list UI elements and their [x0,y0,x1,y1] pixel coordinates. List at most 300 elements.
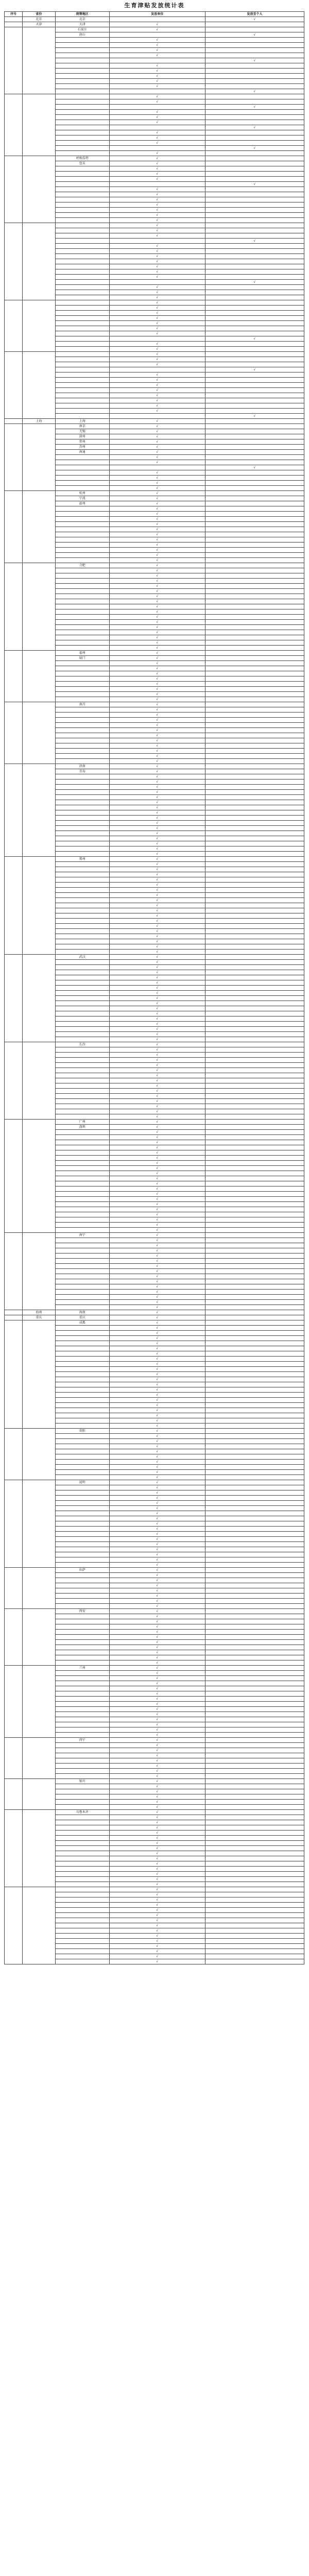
cell-to-employer: √ [109,1547,205,1552]
cell-city [55,1527,109,1532]
cell-to-individual [205,1918,304,1923]
cell-city [55,455,109,460]
cell-province [22,1887,55,1964]
cell-seq [5,94,23,156]
cell-city [55,79,109,84]
cell-to-individual [205,1063,304,1068]
cell-city [55,1475,109,1480]
cell-to-employer: √ [109,342,205,347]
cell-city [55,1949,109,1954]
cell-city [55,1259,109,1264]
cell-province [22,424,55,491]
cell-province [22,352,55,419]
cell-to-employer: √ [109,331,205,336]
cell-to-employer: √ [109,202,205,208]
cell-to-employer: √ [109,718,205,723]
cell-to-individual [205,1568,304,1573]
cell-to-individual [205,1635,304,1640]
cell-to-individual [205,202,304,208]
cell-to-individual [205,656,304,661]
cell-city [55,1717,109,1722]
cell-to-individual [205,965,304,970]
cell-to-individual [205,1470,304,1475]
cell-city [55,105,109,110]
cell-province [22,94,55,156]
cell-city: 天津 [55,22,109,27]
cell-to-individual [205,1233,304,1238]
cell-to-individual [205,1290,304,1295]
header-to-employer: 发放单位 [109,12,205,17]
cell-to-employer: √ [109,1434,205,1439]
cell-seq [5,223,23,300]
cell-city [55,202,109,208]
cell-city [55,1362,109,1367]
cell-city [55,1156,109,1161]
cell-city [55,223,109,228]
cell-city: 成都 [55,1320,109,1326]
cell-city [55,1928,109,1934]
cell-to-individual [205,1563,304,1568]
cell-to-individual [205,1521,304,1527]
cell-to-individual [205,1109,304,1114]
cell-city [55,48,109,53]
cell-to-individual [205,1604,304,1609]
cell-to-individual [205,584,304,589]
cell-city [55,1939,109,1944]
cell-to-individual [205,455,304,460]
cell-to-employer: √ [109,1253,205,1259]
cell-to-individual [205,300,304,306]
table-row [5,491,304,496]
cell-city [55,254,109,259]
cell-seq [5,22,23,27]
cell-to-individual [205,821,304,826]
cell-city [55,1846,109,1851]
cell-city [55,692,109,697]
cell-to-individual [205,1228,304,1233]
cell-to-employer: √ [109,1748,205,1753]
cell-to-individual [205,1861,304,1867]
cell-to-employer: √ [109,1058,205,1063]
cell-city [55,1588,109,1594]
cell-to-employer: √ [109,1104,205,1109]
cell-to-employer: √ [109,1202,205,1207]
cell-city: 常州 [55,439,109,445]
cell-to-individual [205,1655,304,1660]
cell-city [55,898,109,903]
cell-city: 深圳 [55,1125,109,1130]
cell-to-employer: √ [109,1429,205,1434]
cell-city [55,996,109,1001]
cell-to-individual [205,1150,304,1156]
table-row [5,1315,304,1320]
cell-to-individual [205,1851,304,1856]
cell-seq [5,651,23,702]
cell-to-employer: √ [109,764,205,769]
cell-to-employer: √ [109,439,205,445]
cell-city [55,517,109,522]
cell-city [55,192,109,197]
cell-to-employer: √ [109,1851,205,1856]
cell-to-individual: √ [205,58,304,63]
cell-city [55,1279,109,1284]
cell-to-individual [205,1702,304,1707]
cell-to-individual [205,1516,304,1521]
cell-to-individual [205,1717,304,1722]
cell-city [55,1887,109,1892]
cell-city [55,269,109,275]
cell-to-employer: √ [109,1480,205,1485]
cell-to-employer: √ [109,697,205,702]
cell-to-individual [205,1846,304,1851]
cell-to-employer: √ [109,1083,205,1089]
cell-city [55,1800,109,1805]
cell-city: 广州 [55,1120,109,1125]
cell-to-employer: √ [109,372,205,378]
cell-city [55,213,109,218]
cell-city [55,264,109,269]
cell-to-employer: √ [109,671,205,676]
cell-to-employer: √ [109,1686,205,1691]
table-header-row [5,12,304,17]
cell-city [55,1578,109,1583]
cell-city [55,1001,109,1006]
cell-to-employer: √ [109,1001,205,1006]
cell-to-employer: √ [109,630,205,635]
cell-to-employer: √ [109,1362,205,1367]
cell-city [55,1341,109,1346]
cell-city [55,1140,109,1145]
cell-to-employer: √ [109,1022,205,1027]
cell-to-employer: √ [109,1367,205,1372]
cell-to-employer: √ [109,821,205,826]
cell-city [55,558,109,563]
cell-to-individual [205,48,304,53]
cell-to-individual [205,1630,304,1635]
cell-city [55,635,109,640]
cell-to-employer: √ [109,1465,205,1470]
cell-to-employer: √ [109,1537,205,1542]
cell-to-employer: √ [109,1609,205,1614]
cell-seq [5,1120,23,1233]
cell-to-employer: √ [109,1439,205,1444]
cell-to-employer: √ [109,115,205,120]
cell-to-individual [205,599,304,604]
cell-seq [5,300,23,352]
cell-city [55,707,109,713]
cell-to-individual [205,548,304,553]
cell-to-individual [205,388,304,393]
cell-to-employer: √ [109,84,205,89]
cell-to-employer: √ [109,43,205,48]
cell-to-individual [205,120,304,125]
cell-to-employer: √ [109,476,205,481]
cell-seq [5,17,23,22]
cell-to-individual [205,1197,304,1202]
table-row [5,223,304,228]
cell-to-individual [205,1382,304,1387]
cell-to-employer: √ [109,352,205,357]
cell-to-employer: √ [109,491,205,496]
cell-city [55,244,109,249]
cell-to-employer: √ [109,1882,205,1887]
table-row [5,1480,304,1485]
cell-to-employer: √ [109,141,205,146]
cell-to-employer: √ [109,537,205,543]
cell-city [55,1238,109,1243]
cell-to-individual [205,1145,304,1150]
cell-city [55,38,109,43]
cell-city: 郑州 [55,857,109,862]
cell-to-individual [205,1892,304,1897]
cell-city [55,115,109,120]
cell-to-individual [205,295,304,300]
cell-to-employer: √ [109,1387,205,1393]
cell-city [55,1372,109,1377]
table-row [5,1810,304,1815]
cell-city [55,1583,109,1588]
cell-city [55,130,109,135]
cell-to-individual [205,800,304,805]
cell-to-individual [205,532,304,537]
cell-city [55,357,109,362]
cell-city [55,1599,109,1604]
cell-to-employer: √ [109,1655,205,1660]
cell-to-individual [205,1099,304,1104]
cell-to-individual [205,223,304,228]
cell-to-employer: √ [109,1557,205,1563]
cell-to-employer: √ [109,434,205,439]
cell-to-individual [205,676,304,682]
cell-to-employer: √ [109,543,205,548]
cell-to-employer: √ [109,1934,205,1939]
cell-to-individual [205,1089,304,1094]
cell-to-individual [205,172,304,177]
cell-to-employer [109,89,205,94]
cell-to-employer: √ [109,357,205,362]
cell-to-employer: √ [109,378,205,383]
cell-to-employer: √ [109,398,205,403]
cell-to-employer: √ [109,1671,205,1676]
cell-city [55,743,109,749]
cell-city [55,934,109,939]
cell-to-employer: √ [109,383,205,388]
cell-to-individual [205,1460,304,1465]
cell-city [55,125,109,130]
cell-city [55,543,109,548]
cell-to-employer: √ [109,1532,205,1537]
cell-to-employer [109,125,205,130]
table-row [5,17,304,22]
cell-to-individual [205,543,304,548]
cell-to-individual [205,754,304,759]
cell-to-individual [205,1949,304,1954]
cell-to-employer: √ [109,1903,205,1908]
cell-province [22,1120,55,1233]
cell-city [55,1187,109,1192]
cell-to-employer: √ [109,713,205,718]
cell-to-individual [205,1722,304,1727]
cell-city [55,388,109,393]
cell-to-individual [205,1877,304,1882]
cell-to-individual [205,1794,304,1800]
cell-city [55,589,109,594]
cell-city [55,1176,109,1181]
table-row [5,419,304,424]
table-row [5,857,304,862]
cell-city [55,1758,109,1764]
cell-to-employer: √ [109,1382,205,1387]
cell-city [55,290,109,295]
cell-to-individual [205,908,304,913]
cell-to-individual [205,1161,304,1166]
cell-city: 贵阳 [55,1429,109,1434]
cell-to-individual [205,1825,304,1831]
cell-to-individual [205,919,304,924]
cell-to-individual: √ [205,105,304,110]
cell-to-employer: √ [109,1630,205,1635]
cell-to-employer: √ [109,872,205,877]
cell-city [55,826,109,831]
cell-city [55,594,109,599]
cell-to-individual [205,1815,304,1820]
cell-city [55,1377,109,1382]
cell-city [55,218,109,223]
cell-to-individual [205,872,304,877]
cell-to-employer: √ [109,944,205,950]
cell-city [55,1856,109,1861]
cell-city [55,1820,109,1825]
cell-to-individual [205,1727,304,1733]
cell-to-individual [205,1923,304,1928]
cell-to-employer: √ [109,1197,205,1202]
cell-to-individual [205,630,304,635]
cell-to-employer: √ [109,1336,205,1341]
cell-city [55,398,109,403]
cell-to-individual [205,1454,304,1460]
cell-to-employer: √ [109,1073,205,1078]
cell-to-employer: √ [109,1635,205,1640]
cell-province [22,563,55,651]
cell-to-individual [205,326,304,331]
cell-city [55,1552,109,1557]
cell-to-employer: √ [109,573,205,579]
cell-to-employer: √ [109,254,205,259]
cell-to-individual [205,1125,304,1130]
cell-to-individual [205,986,304,991]
header-province: 省份 [22,12,55,17]
cell-to-employer: √ [109,1640,205,1645]
cell-city: 西安 [55,1609,109,1614]
cell-to-individual [205,646,304,651]
cell-city [55,1851,109,1856]
cell-to-individual [205,264,304,269]
cell-to-employer: √ [109,836,205,841]
cell-to-individual [205,1217,304,1223]
cell-city [55,1681,109,1686]
cell-city [55,275,109,280]
cell-to-individual [205,187,304,192]
cell-to-individual [205,1532,304,1537]
cell-city [55,785,109,790]
cell-city: 南通 [55,450,109,455]
cell-to-employer: √ [109,208,205,213]
cell-to-individual [205,53,304,58]
cell-to-employer: √ [109,53,205,58]
cell-to-individual [205,537,304,543]
cell-to-employer: √ [109,733,205,738]
cell-to-employer: √ [109,1599,205,1604]
table-row [5,1779,304,1784]
cell-city [55,342,109,347]
cell-city [55,795,109,800]
cell-city [55,713,109,718]
cell-province [22,651,55,702]
cell-to-individual [205,723,304,728]
cell-to-individual [205,522,304,527]
cell-city [55,1248,109,1253]
cell-to-individual [205,1104,304,1109]
cell-city [55,306,109,311]
cell-to-employer: √ [109,316,205,321]
cell-city [55,913,109,919]
cell-to-individual [205,718,304,723]
cell-to-individual [205,661,304,666]
cell-city [55,1181,109,1187]
cell-city [55,53,109,58]
cell-city [55,1619,109,1624]
table-row [5,1609,304,1614]
cell-to-individual [205,1053,304,1058]
cell-to-employer: √ [109,1315,205,1320]
cell-city: 上海 [55,419,109,424]
cell-city [55,620,109,625]
cell-city [55,1655,109,1660]
cell-to-individual [205,939,304,944]
cell-to-employer: √ [109,970,205,975]
cell-to-employer [109,414,205,419]
cell-seq [5,491,23,563]
cell-to-employer: √ [109,924,205,929]
cell-to-employer: √ [109,1836,205,1841]
cell-city [55,615,109,620]
cell-to-individual [205,1490,304,1496]
cell-to-employer: √ [109,1959,205,1964]
cell-to-employer: √ [109,1861,205,1867]
cell-to-employer: √ [109,1588,205,1594]
cell-city [55,476,109,481]
cell-to-employer: √ [109,810,205,816]
cell-to-individual [205,713,304,718]
cell-city [55,1032,109,1037]
cell-to-individual [205,1202,304,1207]
table-row [5,1887,304,1892]
cell-province [22,223,55,300]
cell-to-employer [109,105,205,110]
cell-city [55,1882,109,1887]
cell-to-employer: √ [109,1109,205,1114]
cell-to-employer: √ [109,496,205,501]
cell-to-employer: √ [109,1887,205,1892]
cell-to-individual [205,1583,304,1588]
cell-to-employer: √ [109,1516,205,1521]
cell-to-individual [205,764,304,769]
cell-city [55,110,109,115]
cell-city: 青岛 [55,769,109,774]
cell-to-individual [205,244,304,249]
cell-to-individual [205,651,304,656]
cell-city [55,331,109,336]
